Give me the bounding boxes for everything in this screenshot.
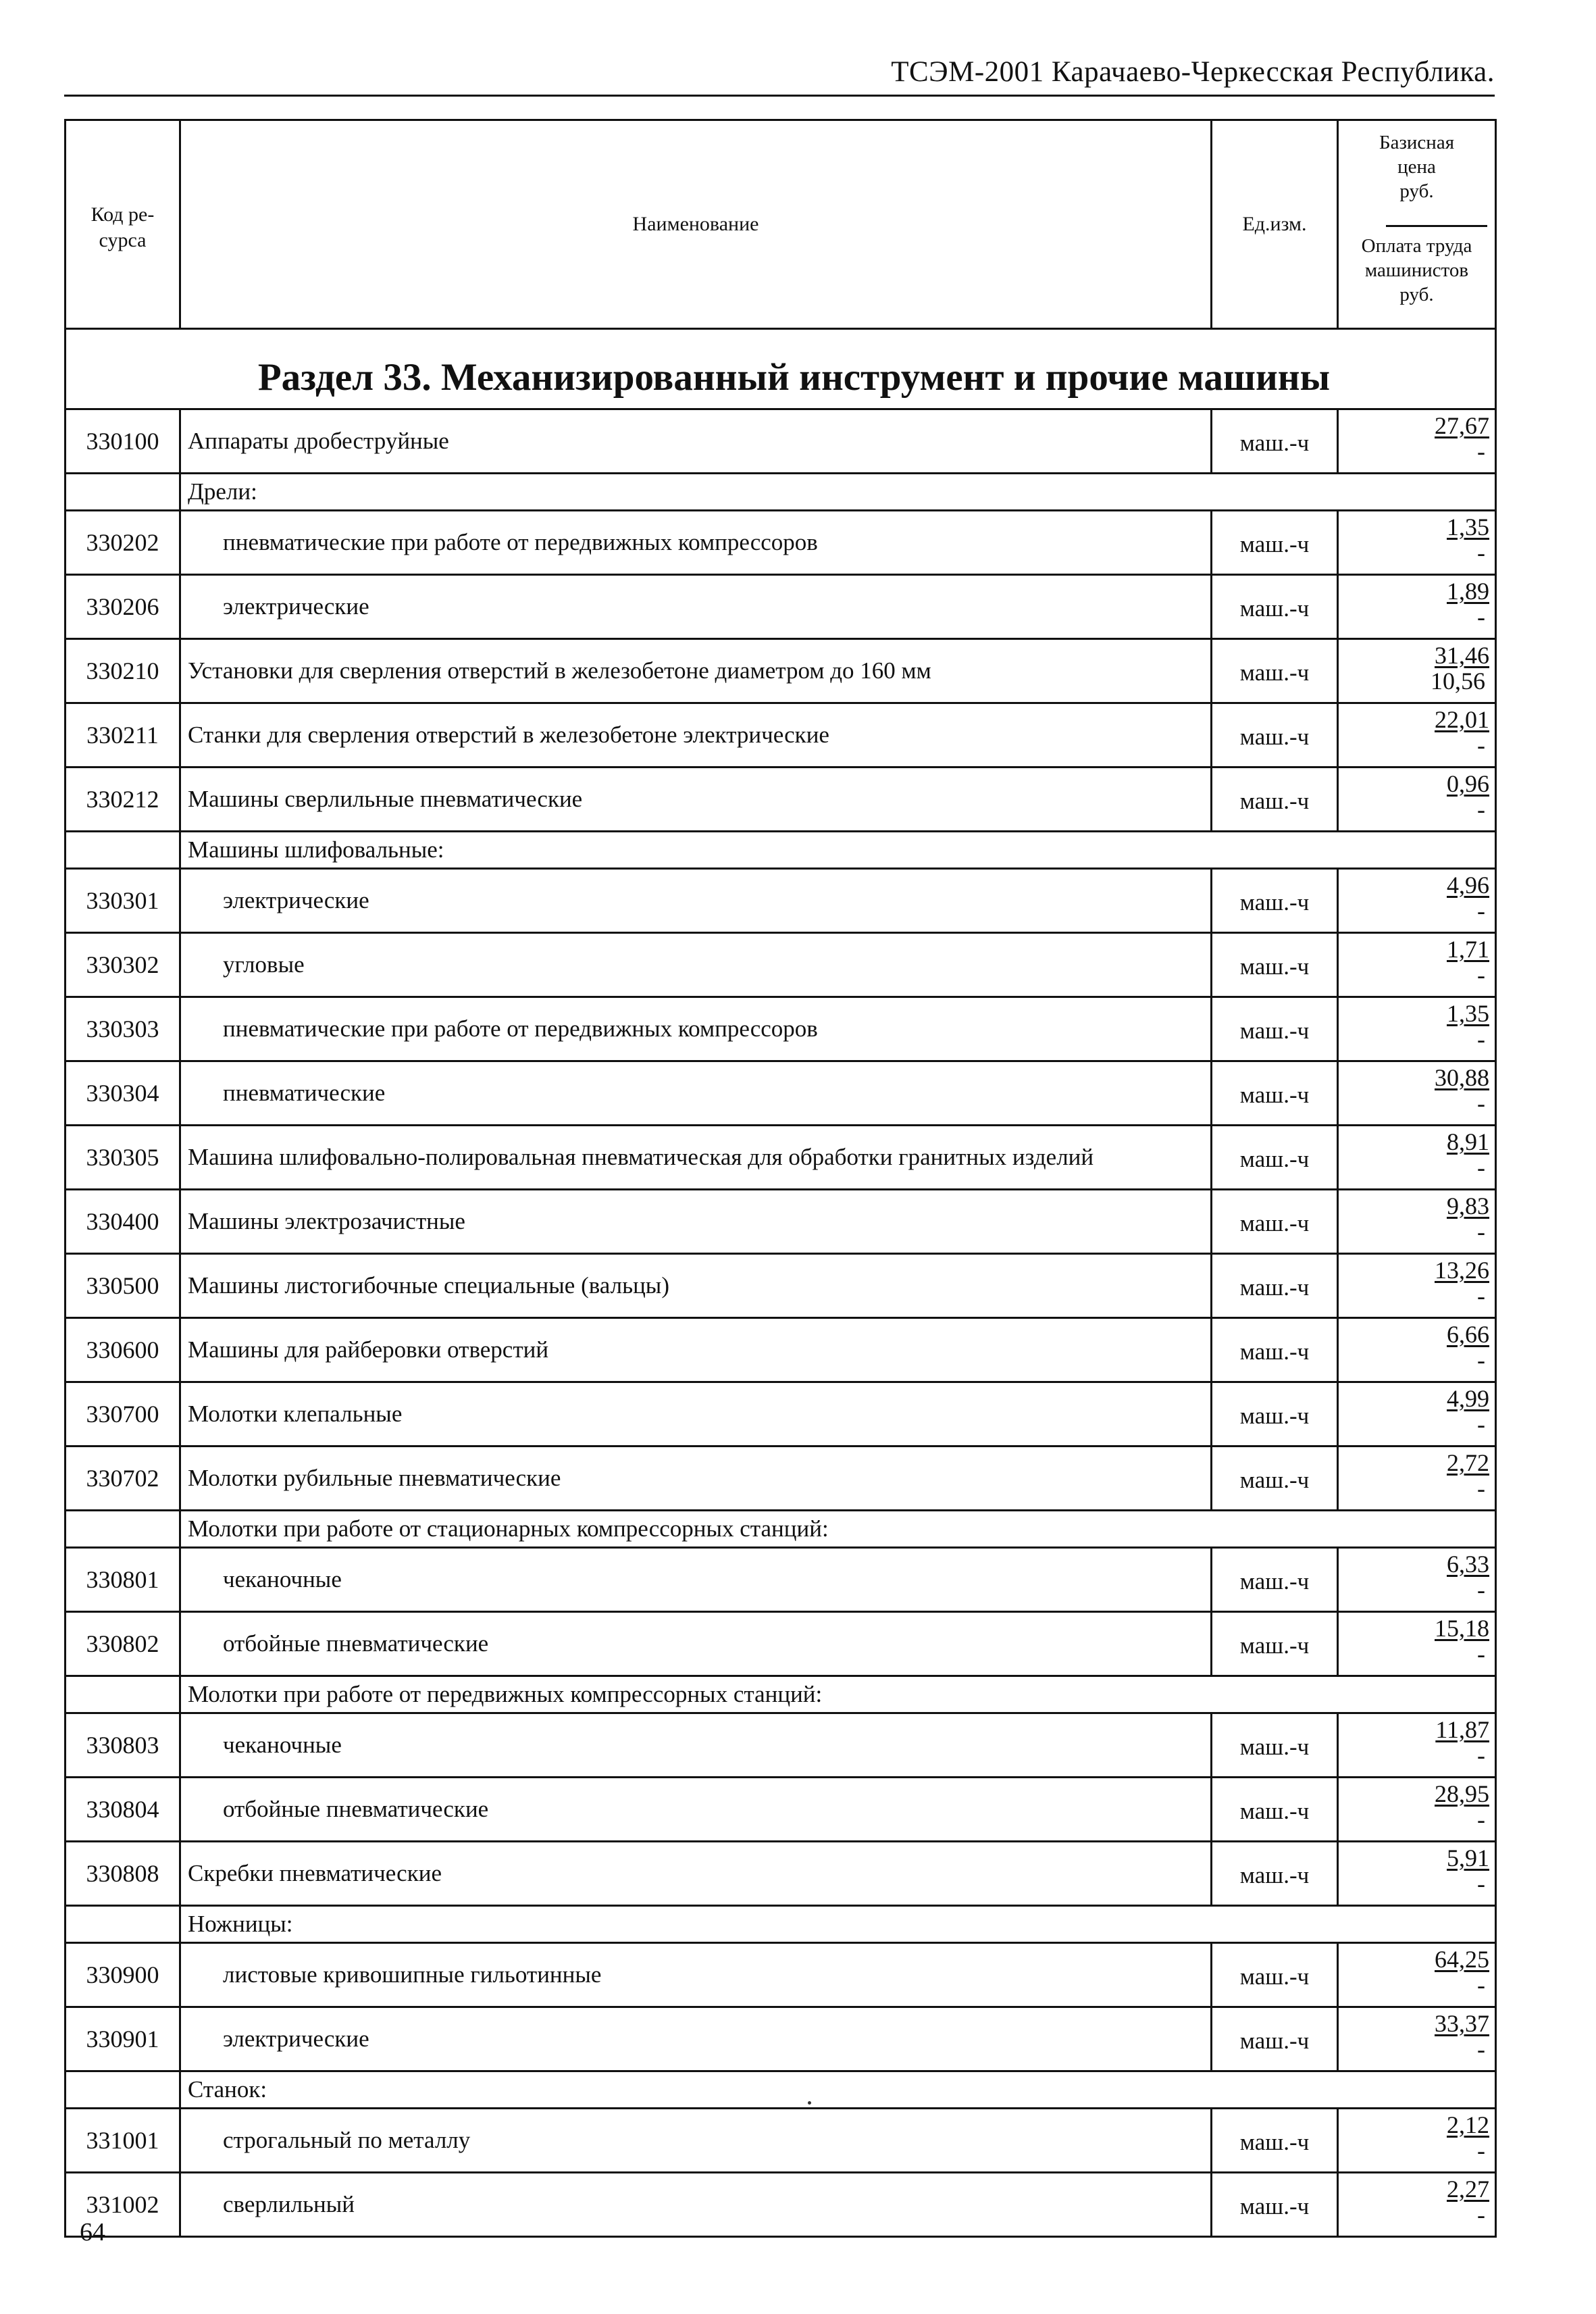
- price-cell: [1338, 1061, 1496, 1126]
- operator-pay: -: [1477, 1640, 1485, 1667]
- resource-code: 330305: [66, 1126, 180, 1190]
- price-cell: [1338, 1254, 1496, 1318]
- base-price: 30,88: [1435, 1064, 1489, 1091]
- resource-code: 331001: [66, 2109, 180, 2173]
- table-row: [66, 2007, 1496, 2071]
- header-base-price: Базисная цена руб.: [1379, 132, 1455, 202]
- table-row: [66, 1126, 1496, 1190]
- page-number: 64: [80, 2218, 105, 2246]
- unit-of-measure: маш.-ч: [1212, 1190, 1338, 1254]
- group-code-cell: [66, 474, 180, 511]
- table-row: [66, 997, 1496, 1061]
- table-row: [66, 1612, 1496, 1676]
- group-code-cell: [66, 2071, 180, 2109]
- unit-of-measure: маш.-ч: [1212, 1254, 1338, 1318]
- base-price: 5,91: [1447, 1844, 1489, 1871]
- unit-of-measure: маш.-ч: [1212, 1447, 1338, 1511]
- header-code-text: Код ре- сурса: [91, 203, 155, 251]
- price-cell: [1338, 1126, 1496, 1190]
- group-heading-row: [66, 474, 1496, 511]
- unit-of-measure: маш.-ч: [1212, 1126, 1338, 1190]
- unit-of-measure: маш.-ч: [1212, 1842, 1338, 1906]
- scan-speck: [808, 2101, 811, 2105]
- base-price: 11,87: [1435, 1716, 1489, 1743]
- price-cell: [1338, 2109, 1496, 2173]
- resource-name: Молотки рубильные пневматические: [180, 1447, 1212, 1511]
- price-cell: [1338, 869, 1496, 933]
- operator-pay: -: [1477, 2201, 1485, 2228]
- resource-name: Машины электрозачистные: [180, 1190, 1212, 1254]
- unit-of-measure: маш.-ч: [1212, 1943, 1338, 2007]
- base-price: 4,96: [1447, 872, 1489, 899]
- price-cell: [1338, 1612, 1496, 1676]
- group-code-cell: [66, 1906, 180, 1943]
- operator-pay: -: [1477, 1282, 1485, 1309]
- resource-code: 330808: [66, 1842, 180, 1906]
- header-operator-pay: Оплата труда машинистов руб.: [1361, 235, 1472, 305]
- resource-code: 330500: [66, 1254, 180, 1318]
- group-heading-row: [66, 1676, 1496, 1713]
- price-cell: [1338, 1713, 1496, 1778]
- group-heading: Ножницы:: [180, 1906, 1496, 1943]
- resource-name: Машина шлифовально-полировальная пневматическая для обработки гранитных изделий: [180, 1126, 1212, 1190]
- operator-pay: -: [1477, 438, 1485, 465]
- resource-code: 330804: [66, 1778, 180, 1842]
- operator-pay: -: [1477, 1870, 1485, 1897]
- header-code: [66, 120, 180, 329]
- resource-name: листовые кривошипные гильотинные: [180, 1943, 1212, 2007]
- table-row: [66, 933, 1496, 997]
- header-rule: [64, 95, 1495, 97]
- group-code-cell: [66, 1511, 180, 1548]
- resource-name: пневматические: [180, 1061, 1212, 1126]
- resource-code: 330802: [66, 1612, 180, 1676]
- resource-code: 330303: [66, 997, 180, 1061]
- table-row: [66, 1778, 1496, 1842]
- base-price: 15,18: [1435, 1615, 1489, 1642]
- price-cell: [1338, 511, 1496, 575]
- price-cell: [1338, 1943, 1496, 2007]
- base-price: 8,91: [1447, 1128, 1489, 1155]
- operator-pay: -: [1477, 539, 1485, 566]
- header-unit: Ед.изм.: [1212, 120, 1338, 329]
- unit-of-measure: маш.-ч: [1212, 869, 1338, 933]
- base-price: 2,12: [1447, 2111, 1489, 2138]
- operator-pay: -: [1477, 1218, 1485, 1245]
- resource-name: угловые: [180, 933, 1212, 997]
- table-row: [66, 1548, 1496, 1612]
- operator-pay: -: [1477, 961, 1485, 988]
- price-cell: [1338, 997, 1496, 1061]
- unit-of-measure: маш.-ч: [1212, 2109, 1338, 2173]
- resource-code: 330202: [66, 511, 180, 575]
- base-price: 31,46: [1435, 642, 1489, 669]
- resource-name: сверлильный: [180, 2173, 1212, 2237]
- price-cell: [1338, 1447, 1496, 1511]
- group-code-cell: [66, 1676, 180, 1713]
- price-cell: [1338, 2007, 1496, 2071]
- price-cell: [1338, 409, 1496, 474]
- base-price: 33,37: [1435, 2010, 1489, 2037]
- unit-of-measure: маш.-ч: [1212, 1061, 1338, 1126]
- unit-of-measure: маш.-ч: [1212, 575, 1338, 639]
- base-price: 13,26: [1435, 1257, 1489, 1284]
- section-title: Раздел 33. Механизированный инструмент и прочие машины: [66, 329, 1496, 409]
- unit-of-measure: маш.-ч: [1212, 933, 1338, 997]
- base-price: 2,72: [1447, 1449, 1489, 1476]
- operator-pay: -: [1477, 1026, 1485, 1053]
- price-cell: [1338, 1842, 1496, 1906]
- table-row: [66, 1713, 1496, 1778]
- group-heading: Дрели:: [180, 474, 1496, 511]
- operator-pay: -: [1477, 2036, 1485, 2063]
- base-price: 1,35: [1447, 513, 1489, 540]
- table-row: [66, 768, 1496, 832]
- operator-pay: -: [1477, 796, 1485, 823]
- table-row: [66, 511, 1496, 575]
- table-row: [66, 1061, 1496, 1126]
- operator-pay: -: [1477, 897, 1485, 924]
- resource-code: 330801: [66, 1548, 180, 1612]
- base-price: 4,99: [1447, 1385, 1489, 1412]
- resource-code: 330400: [66, 1190, 180, 1254]
- price-cell: [1338, 575, 1496, 639]
- table-row: [66, 409, 1496, 474]
- resource-code: 330700: [66, 1382, 180, 1447]
- group-heading: Машины шлифовальные:: [180, 832, 1496, 869]
- base-price: 1,71: [1447, 936, 1489, 963]
- operator-pay: -: [1477, 2137, 1485, 2164]
- operator-pay: -: [1477, 1154, 1485, 1181]
- unit-of-measure: маш.-ч: [1212, 511, 1338, 575]
- resource-code: 330901: [66, 2007, 180, 2071]
- resource-name: Скребки пневматические: [180, 1842, 1212, 1906]
- base-price: 6,33: [1447, 1551, 1489, 1578]
- unit-of-measure: маш.-ч: [1212, 997, 1338, 1061]
- resource-code: 330600: [66, 1318, 180, 1382]
- table-row: [66, 1254, 1496, 1318]
- table-row: [66, 1382, 1496, 1447]
- group-heading: Молотки при работе от стационарных компрессорных станций:: [180, 1511, 1496, 1548]
- resource-name: пневматические при работе от передвижных компрессоров: [180, 997, 1212, 1061]
- table-row: [66, 869, 1496, 933]
- group-heading: Станок:: [180, 2071, 1496, 2109]
- resource-name: чеканочные: [180, 1713, 1212, 1778]
- operator-pay: -: [1477, 1090, 1485, 1117]
- resource-code: 330302: [66, 933, 180, 997]
- operator-pay: -: [1477, 1576, 1485, 1603]
- price-cell: [1338, 2173, 1496, 2237]
- base-price: 1,89: [1447, 578, 1489, 605]
- unit-of-measure: маш.-ч: [1212, 1382, 1338, 1447]
- operator-pay: -: [1477, 732, 1485, 759]
- operator-pay: -: [1477, 1347, 1485, 1374]
- resource-name: Машины для райберовки отверстий: [180, 1318, 1212, 1382]
- resource-code: 331002: [66, 2173, 180, 2237]
- base-price: 28,95: [1435, 1780, 1489, 1807]
- table-row: [66, 1447, 1496, 1511]
- resource-name: отбойные пневматические: [180, 1612, 1212, 1676]
- resource-name: электрические: [180, 869, 1212, 933]
- price-cell: [1338, 1548, 1496, 1612]
- unit-of-measure: маш.-ч: [1212, 639, 1338, 703]
- resource-code: 330210: [66, 639, 180, 703]
- group-code-cell: [66, 832, 180, 869]
- price-cell: [1338, 1318, 1496, 1382]
- base-price: 2,27: [1447, 2175, 1489, 2203]
- group-heading-row: [66, 1511, 1496, 1548]
- group-heading: Молотки при работе от передвижных компрессорных станций:: [180, 1676, 1496, 1713]
- base-price: 22,01: [1435, 706, 1489, 733]
- resource-name: Аппараты дробеструйные: [180, 409, 1212, 474]
- unit-of-measure: маш.-ч: [1212, 768, 1338, 832]
- resource-name: Станки для сверления отверстий в железобетоне электрические: [180, 703, 1212, 768]
- group-heading-row: [66, 832, 1496, 869]
- table-row: [66, 2173, 1496, 2237]
- resource-code: 330100: [66, 409, 180, 474]
- resource-code: 330212: [66, 768, 180, 832]
- base-price: 9,83: [1447, 1192, 1489, 1219]
- resource-name: электрические: [180, 2007, 1212, 2071]
- unit-of-measure: маш.-ч: [1212, 2173, 1338, 2237]
- resource-name: Молотки клепальные: [180, 1382, 1212, 1447]
- base-price: 1,35: [1447, 1000, 1489, 1027]
- resource-code: 330702: [66, 1447, 180, 1511]
- unit-of-measure: маш.-ч: [1212, 1612, 1338, 1676]
- operator-pay: -: [1477, 603, 1485, 630]
- header-price: [1338, 120, 1496, 329]
- table-row: [66, 1318, 1496, 1382]
- price-cell: [1338, 1382, 1496, 1447]
- header-name: Наименование: [180, 120, 1212, 329]
- table-row: [66, 575, 1496, 639]
- resource-name: Машины сверлильные пневматические: [180, 768, 1212, 832]
- operator-pay: 10,56: [1431, 668, 1485, 695]
- resource-code: 330803: [66, 1713, 180, 1778]
- resource-name: электрические: [180, 575, 1212, 639]
- resource-name: Машины листогибочные специальные (вальцы): [180, 1254, 1212, 1318]
- operator-pay: -: [1477, 1411, 1485, 1438]
- resource-name: Установки для сверления отверстий в железобетоне диаметром до 160 мм: [180, 639, 1212, 703]
- table-header-row: [66, 120, 1496, 329]
- group-heading-row: [66, 2071, 1496, 2109]
- resource-code: 330301: [66, 869, 180, 933]
- table-row: [66, 1190, 1496, 1254]
- base-price: 27,67: [1435, 412, 1489, 439]
- resource-code: 330304: [66, 1061, 180, 1126]
- resource-name: отбойные пневматические: [180, 1778, 1212, 1842]
- table-row: [66, 1943, 1496, 2007]
- resource-code: 330211: [66, 703, 180, 768]
- table-row: [66, 2109, 1496, 2173]
- operator-pay: -: [1477, 1806, 1485, 1833]
- resource-code: 330206: [66, 575, 180, 639]
- resource-code: 330900: [66, 1943, 180, 2007]
- unit-of-measure: маш.-ч: [1212, 1713, 1338, 1778]
- operator-pay: -: [1477, 1742, 1485, 1769]
- table-row: [66, 639, 1496, 703]
- resource-name: чеканочные: [180, 1548, 1212, 1612]
- base-price: 0,96: [1447, 770, 1489, 797]
- section-title-row: [66, 329, 1496, 409]
- table-row: [66, 703, 1496, 768]
- unit-of-measure: маш.-ч: [1212, 2007, 1338, 2071]
- unit-of-measure: маш.-ч: [1212, 703, 1338, 768]
- resource-name: строгальный по металлу: [180, 2109, 1212, 2173]
- unit-of-measure: маш.-ч: [1212, 1548, 1338, 1612]
- resource-name: пневматические при работе от передвижных компрессоров: [180, 511, 1212, 575]
- group-heading-row: [66, 1906, 1496, 1943]
- price-cell: [1338, 933, 1496, 997]
- price-cell: [1338, 703, 1496, 768]
- table-row: [66, 1842, 1496, 1906]
- price-cell: [1338, 639, 1496, 703]
- operator-pay: -: [1477, 1475, 1485, 1502]
- price-cell: [1338, 1778, 1496, 1842]
- base-price: 6,66: [1447, 1321, 1489, 1348]
- unit-of-measure: маш.-ч: [1212, 409, 1338, 474]
- price-cell: [1338, 1190, 1496, 1254]
- price-table: [64, 119, 1495, 2238]
- unit-of-measure: маш.-ч: [1212, 1778, 1338, 1842]
- operator-pay: -: [1477, 1971, 1485, 1998]
- price-cell: [1338, 768, 1496, 832]
- running-header: ТСЭМ-2001 Карачаево-Черкесская Республика.: [891, 56, 1495, 88]
- base-price: 64,25: [1435, 1946, 1489, 1973]
- unit-of-measure: маш.-ч: [1212, 1318, 1338, 1382]
